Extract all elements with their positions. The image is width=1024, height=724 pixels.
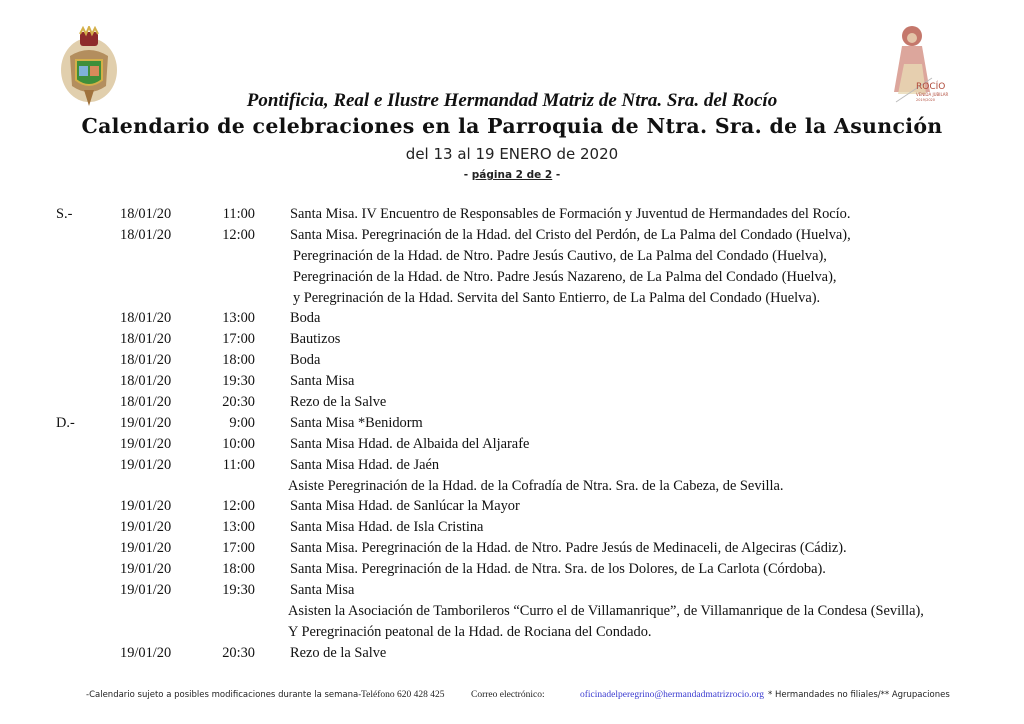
schedule-description: Rezo de la Salve [290, 644, 387, 661]
footer-phone: Teléfono 620 428 425 [361, 690, 445, 700]
schedule-description: Asiste Peregrinación de la Hdad. de la Cofradía de Ntra. Sra. de la Cabeza, de Sevilla. [288, 477, 784, 494]
schedule-description: Santa Misa [290, 582, 355, 599]
schedule-row [0, 392, 1024, 413]
schedule-description: Peregrinación de la Hdad. de Ntro. Padre Jesús Cautivo, de La Palma del Condado (Huelva), [293, 247, 827, 264]
schedule-date: 19/01/20 [120, 435, 172, 452]
schedule-description: Santa Misa. IV Encuentro de Responsables de Formación y Juventud de Hermandades del Rocío. [290, 206, 851, 222]
schedule-date: 18/01/20 [120, 331, 172, 348]
schedule-description: Y Peregrinación peatonal de la Hdad. de Rociana del Condado. [288, 623, 652, 640]
schedule-date: 19/01/20 [120, 456, 172, 473]
schedule-date: 19/01/20 [120, 582, 172, 599]
schedule-day: S.- [56, 206, 73, 222]
footer-disclaimer: -Calendario sujeto a posibles modificaciones durante la semana- [86, 690, 362, 700]
schedule-date: 19/01/20 [120, 644, 172, 661]
schedule-description: Asisten la Asociación de Tamborileros “Curro el de Villamanrique”, de Villamanrique de la Condesa (Sevilla), [288, 602, 924, 619]
schedule-row [0, 580, 1024, 601]
schedule-time: 19:30 [222, 582, 255, 599]
schedule-date: 19/01/20 [120, 414, 172, 431]
schedule-date: 18/01/20 [120, 373, 172, 390]
schedule-date: 18/01/20 [120, 310, 172, 327]
schedule-date: 19/01/20 [120, 561, 172, 578]
hermandad-subtitle: Pontificia, Real e Ilustre Hermandad Matriz de Ntra. Sra. del Rocío [246, 90, 778, 111]
schedule-description: Rezo de la Salve [290, 394, 387, 411]
schedule-row [0, 350, 1024, 371]
schedule-description: Santa Misa Hdad. de Jaén [290, 456, 440, 473]
schedule-list [0, 204, 1024, 664]
schedule-description: Santa Misa Hdad. de Isla Cristina [290, 519, 484, 536]
footer-email-label: Correo electrónico: [471, 690, 545, 700]
schedule-row [0, 455, 1024, 476]
date-range: del 13 al 19 ENERO de 2020 [405, 145, 619, 163]
footer-email-link[interactable]: oficinadelperegrino@hermandadmatrizrocio.org [580, 690, 764, 700]
schedule-date: 18/01/20 [120, 352, 172, 369]
schedule-date: 19/01/20 [120, 498, 172, 515]
schedule-description: Boda [290, 310, 321, 327]
schedule-time: 18:00 [222, 352, 255, 369]
page-indicator [0, 169, 1024, 181]
schedule-row [0, 434, 1024, 455]
schedule-description: Santa Misa Hdad. de Albaida del Aljarafe [290, 435, 530, 452]
schedule-row [0, 496, 1024, 517]
schedule-description: Santa Misa [290, 373, 355, 390]
schedule-day: D.- [56, 414, 75, 431]
schedule-row [0, 622, 1024, 643]
schedule-date: 19/01/20 [120, 540, 172, 557]
schedule-time: 10:00 [222, 435, 255, 452]
schedule-date: 18/01/20 [120, 206, 172, 222]
svg-text:2019/2020: 2019/2020 [916, 98, 935, 102]
schedule-time: 12:00 [222, 226, 255, 243]
schedule-row [0, 413, 1024, 434]
schedule-description: Santa Misa *Benidorm [290, 414, 423, 431]
schedule-time: 18:00 [222, 561, 255, 578]
page-prefix: - [463, 169, 472, 181]
schedule-description: Santa Misa. Peregrinación de la Hdad. de Ntro. Padre Jesús de Medinaceli, de Algeciras (Cádiz). [290, 540, 847, 557]
schedule-row [0, 329, 1024, 350]
schedule-description: Santa Misa. Peregrinación de la Hdad. de Ntra. Sra. de los Dolores, de La Carlota (Córdoba). [290, 561, 826, 578]
schedule-description: Bautizos [290, 331, 341, 348]
schedule-time: 11:00 [222, 456, 255, 473]
schedule-row [0, 371, 1024, 392]
schedule-time: 13:00 [222, 519, 255, 536]
schedule-row [0, 643, 1024, 664]
page-label: página 2 de 2 [471, 169, 553, 181]
schedule-row [0, 204, 1024, 225]
page-suffix: - [552, 169, 561, 181]
schedule-time: 11:00 [222, 206, 255, 222]
schedule-row [0, 246, 1024, 267]
schedule-row [0, 267, 1024, 288]
footer-legend: * Hermandades no filiales/** Agrupaciones [768, 690, 950, 700]
schedule-row [0, 288, 1024, 309]
schedule-date: 18/01/20 [120, 394, 172, 411]
schedule-time: 17:00 [222, 331, 255, 348]
schedule-time: 17:00 [222, 540, 255, 557]
schedule-row [0, 308, 1024, 329]
schedule-description: Santa Misa. Peregrinación de la Hdad. del Cristo del Perdón, de La Palma del Condado (Huelva), [290, 226, 851, 243]
schedule-time: 20:30 [222, 644, 255, 661]
schedule-time: 19:30 [222, 373, 255, 390]
schedule-row [0, 225, 1024, 246]
svg-text:ROCÍO: ROCÍO [916, 82, 946, 92]
schedule-time: 9:00 [229, 414, 255, 431]
schedule-date: 18/01/20 [120, 226, 172, 243]
svg-text:VENIDA JUBILAR: VENIDA JUBILAR [916, 92, 949, 97]
schedule-time: 20:30 [222, 394, 255, 411]
schedule-description: Santa Misa Hdad. de Sanlúcar la Mayor [290, 498, 520, 515]
schedule-description: Boda [290, 352, 321, 369]
schedule-row [0, 538, 1024, 559]
schedule-description: y Peregrinación de la Hdad. Servita del Santo Entierro, de La Palma del Condado (Huelva). [293, 289, 821, 306]
page-title: Calendario de celebraciones en la Parroquia de Ntra. Sra. de la Asunción [81, 114, 943, 138]
schedule-time: 12:00 [222, 498, 255, 515]
schedule-time: 13:00 [222, 310, 255, 327]
schedule-date: 19/01/20 [120, 519, 172, 536]
schedule-row [0, 517, 1024, 538]
schedule-description: Peregrinación de la Hdad. de Ntro. Padre Jesús Nazareno, de La Palma del Condado (Huelva), [293, 268, 837, 285]
schedule-row [0, 476, 1024, 497]
schedule-row [0, 559, 1024, 580]
footer [0, 690, 1024, 706]
schedule-row [0, 601, 1024, 622]
